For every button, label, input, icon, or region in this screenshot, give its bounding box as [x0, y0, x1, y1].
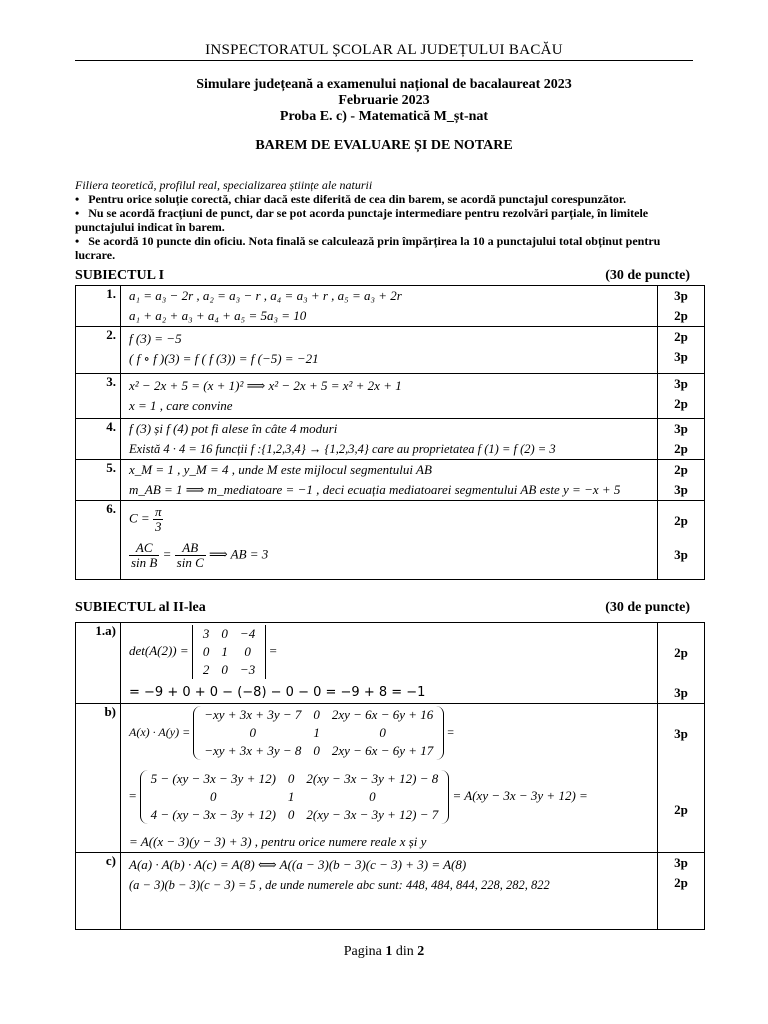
exam-date: Februarie 2023	[338, 93, 430, 108]
s1-row-5: 5. x_M = 1 , y_M = 4 , unde M este mijlocul segmentului AB m_AB = 1 ⟹ m_mediatoare = −1 , deci ecuația mediatoarei segmentului AB este y = −x + 5 2p 3p	[76, 460, 705, 501]
intro-bullet-1: • Pentru orice soluție corectă, chiar dacă este diferită de cea din barem, se acordă punctajul corespunzător.	[75, 192, 627, 206]
intro	[75, 178, 695, 262]
s2-row-1b: b) A(x) · A(y) = −xy + 3x + 3y − 7 0 2xy − 6x − 6y + 16 0 1 0 −xy + 3x + 3y − 8 0 2xy − 6x − 6y + 17 = = 5 − (xy − 3x − 3y + 12) 0 2(xy − 3x − 3y + 12) − 8 0 1 0 4 − (xy − 3x − 3y + 12) 0 2(xy − 3x − 3y + 12) − 7 = A(xy − 3x − 3y + 12) = = A((x − 3)(y − 3) + 3) , pentru orice numere reale x și y 3p 2p	[76, 704, 705, 853]
rewritten-matrix: 5 − (xy − 3x − 3y + 12) 0 2(xy − 3x − 3y + 12) − 8 0 1 0 4 − (xy − 3x − 3y + 12) 0 2(xy − 3x − 3y + 12) − 7	[140, 770, 450, 824]
inspectorate-header: INSPECTORATUL ȘCOLAR AL JUDEȚULUI BACĂU	[205, 42, 563, 58]
subiectul-2-heading: SUBIECTUL al II-lea (30 de puncte)	[75, 600, 690, 615]
intro-bullet-3: • Se acordă 10 puncte din oficiu. Nota finală se calculează prin împărțirea la 10 a punctajului total obținut pentru lucrare.	[75, 234, 661, 262]
s1-row-6: 6. C = $\frac{\pi}{3}$ $\frac{AC}{\text{sin B}}$ = $\frac{AB}{\text{sin C}}$ ⟹ AB = 3 2p 3p	[76, 501, 705, 580]
pi-over-3: $\frac{\pi}{3}$	[154, 504, 162, 534]
subiectul-1-table	[75, 285, 705, 580]
page-footer: Pagina 1 din 2	[343, 944, 425, 959]
s2-row-1c: c) A(a) · A(b) · A(c) = A(8) ⟺ A((a − 3)(b − 3)(c − 3) + 3) = A(8) (a − 3)(b − 3)(c − 3) = 5 , de unde numerele abc sunt: 448, 484, 844, 228, 282, 822 3p 2p	[76, 853, 705, 930]
s1-row-3: 3. x² − 2x + 5 = (x + 1)² ⟹ x² − 2x + 5 = x² + 2x + 1 x = 1 , care convine 3p 2p	[76, 374, 705, 419]
s1-row-4: 4. f (3) și f (4) pot fi alese în câte 4 moduri Există 4 · 4 = 16 funcții f :{1,2,3,4} → {1,2,3,4} care au proprietatea f (1) = f (2) = 3 3p 2p	[76, 419, 705, 460]
determinant-matrix: 3 0 −4 0 1 0 2 0 −3	[192, 625, 266, 679]
s2-row-1a: 1.a) det(A(2)) = 3 0 −4 0 1 0 2 0 −3 = = −9 + 0 + 0 − (−8) − 0 − 0 = −9 + 8 = −1 2p 3p	[76, 623, 705, 704]
header-rule	[75, 60, 693, 61]
ab-over-sinc: $\frac{AB}{\text{sin C}}$	[176, 540, 204, 570]
subiectul-1-heading: SUBIECTUL I (30 de puncte)	[75, 268, 690, 283]
s1-row-1: 1. a₁ = a₃ − 2r , a₂ = a₃ − r , a₄ = a₃ + r , a₅ = a₃ + 2r a₁ + a₂ + a₃ + a₄ + a₅ = 5a₃ = 10 3p 2p	[76, 286, 705, 327]
exam-proba: Proba E. c) - Matematică M_șt-nat	[279, 109, 489, 124]
ac-over-sinb: $\frac{AC}{\text{sin B}}$	[131, 540, 158, 570]
intro-bullet-2: • Nu se acordă fracțiuni de punct, dar se pot acorda punctaje intermediare pentru rezolvări parțiale, în limitele punctajului indicat în barem.	[75, 206, 649, 234]
product-matrix: −xy + 3x + 3y − 7 0 2xy − 6x − 6y + 16 0 1 0 −xy + 3x + 3y − 8 0 2xy − 6x − 6y + 17	[193, 706, 444, 760]
s1-row-2: 2. f (3) = −5 ( f ∘ f )(3) = f ( f (3)) = f (−5) = −21 2p 3p	[76, 327, 705, 374]
exam-title: Simulare județeană a examenului național de bacalaureat 2023	[196, 77, 572, 92]
barem-title: BAREM DE EVALUARE ȘI DE NOTARE	[255, 138, 513, 153]
subiectul-2-table	[75, 622, 705, 930]
intro-filiera: Filiera teoretică, profilul real, specializarea științe ale naturii	[75, 178, 373, 192]
